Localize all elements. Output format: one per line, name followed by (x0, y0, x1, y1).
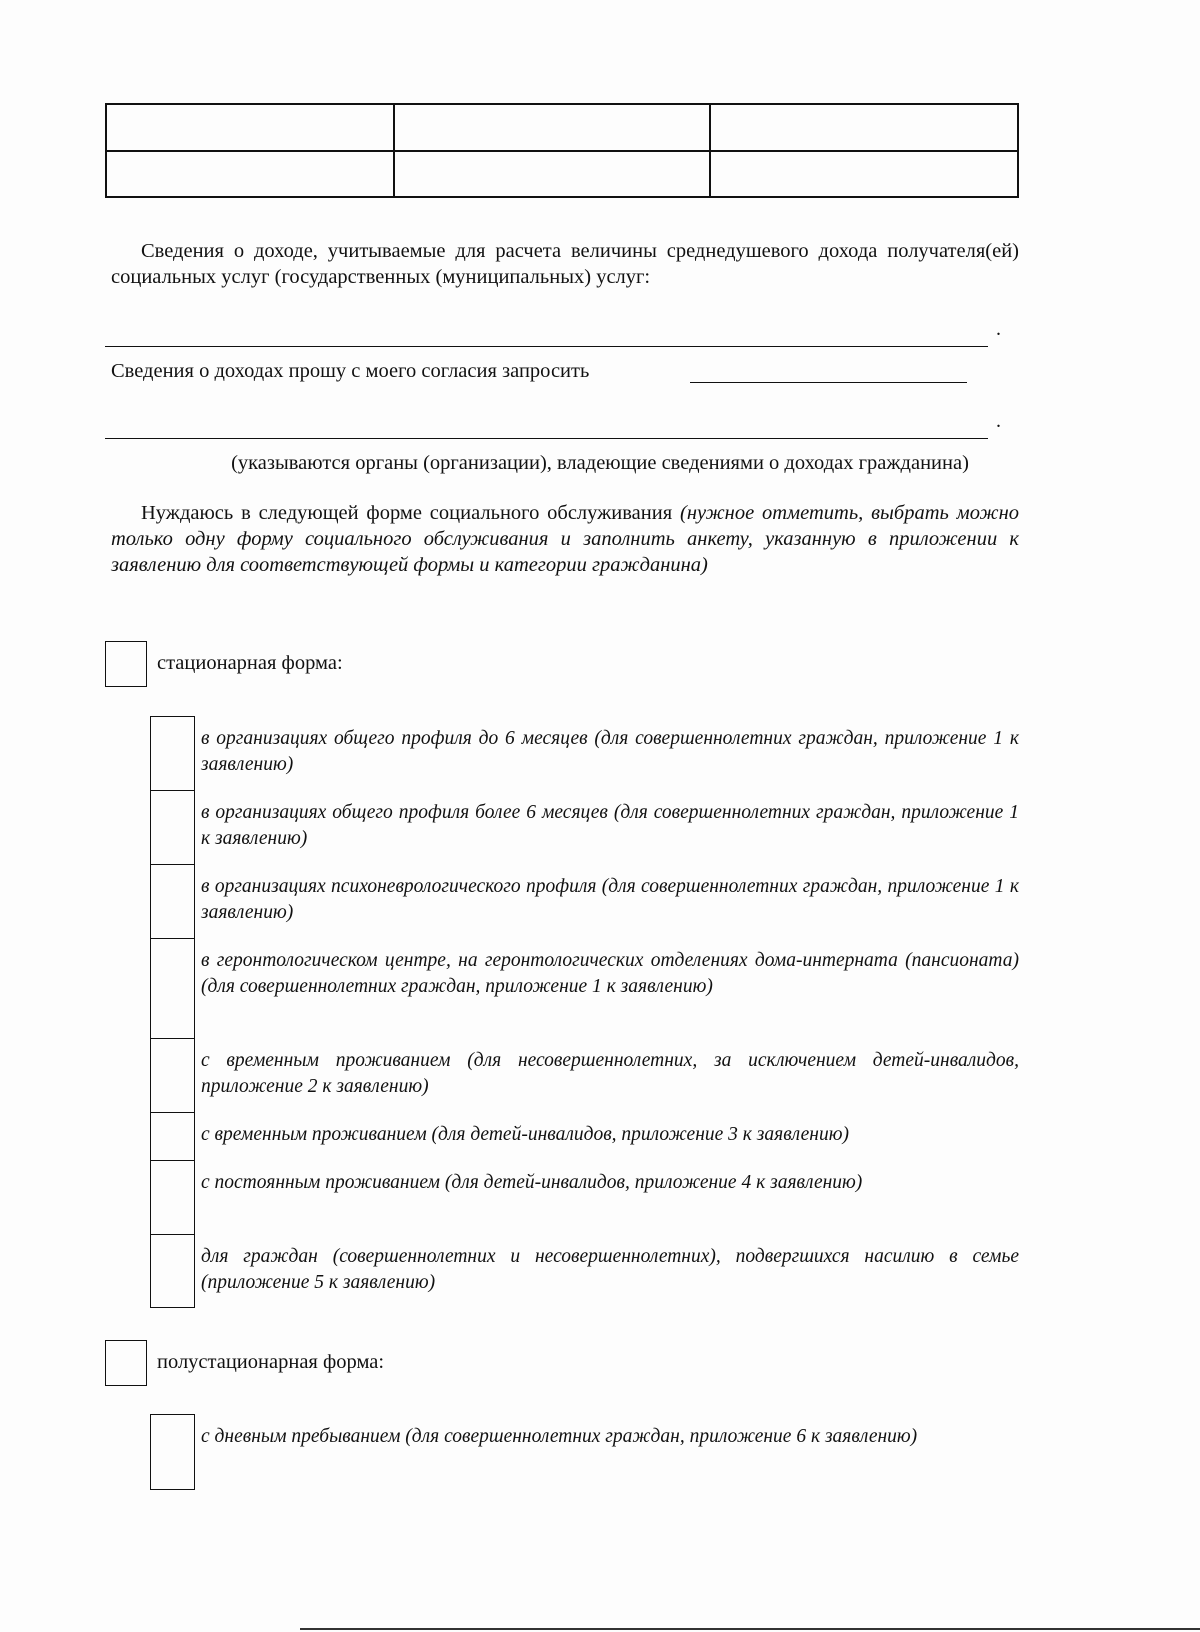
semistationary-options (150, 1414, 1019, 1490)
table-cell[interactable] (394, 104, 710, 151)
option-checkbox[interactable] (151, 1234, 195, 1308)
table-cell[interactable] (710, 151, 1018, 198)
table-cell[interactable] (710, 104, 1018, 151)
option-checkbox[interactable] (151, 1112, 195, 1160)
option-checkbox[interactable] (151, 864, 195, 938)
table-cell[interactable] (394, 151, 710, 198)
list-item (151, 1112, 1019, 1160)
option-checkbox[interactable] (151, 1038, 195, 1112)
request-label: Сведения о доходах прошу с моего согласия запросить (111, 360, 590, 382)
need-paragraph-note: (нужное отметить, выбрать можно только одну форму социального обслуживания и заполнить анкету, указанную в приложении к заявлению для соответствующей формы и категории гражданина) (111, 502, 1019, 576)
table-cell[interactable] (106, 151, 394, 198)
option-label: с временным проживанием (для несовершеннолетних, за исключением детей-инвалидов, приложение 2 к заявлению) (201, 1050, 1019, 1097)
table-cell[interactable] (106, 104, 394, 151)
table-row (106, 151, 1018, 198)
list-item (151, 1414, 1019, 1490)
list-item (151, 790, 1019, 864)
option-label: с временным проживанием (для детей-инвалидов, приложение 3 к заявлению) (201, 1124, 849, 1145)
need-paragraph (111, 500, 1019, 578)
stationary-label: стационарная форма: (157, 652, 343, 674)
semistationary-checkbox[interactable] (105, 1340, 147, 1386)
income-fill-line[interactable] (105, 346, 988, 347)
option-label: в геронтологическом центре, на геронтологических отделениях дома-интерната (пансионата) (для совершеннолетних граждан, приложение 1 к заявлению) (201, 950, 1019, 997)
list-item (151, 716, 1019, 790)
option-label: в организациях общего профиля более 6 месяцев (для совершеннолетних граждан, приложение 1 к заявлению) (201, 802, 1019, 849)
request-fill-line[interactable] (690, 382, 967, 383)
top-table (105, 103, 1019, 198)
stationary-options (150, 716, 1019, 1308)
period-mark: . (996, 410, 1001, 432)
option-checkbox[interactable] (151, 938, 195, 1038)
need-paragraph-normal: Нуждаюсь в следующей форме социального обслуживания (141, 502, 680, 524)
list-item (151, 1038, 1019, 1112)
organs-fill-line[interactable] (105, 438, 988, 439)
list-item (151, 1160, 1019, 1234)
option-label: с дневным пребыванием (для совершеннолетних граждан, приложение 6 к заявлению) (201, 1426, 918, 1447)
list-item (151, 864, 1019, 938)
table-row (106, 104, 1018, 151)
period-mark: . (996, 318, 1001, 340)
semistationary-label: полустационарная форма: (157, 1351, 385, 1373)
option-checkbox[interactable] (151, 1160, 195, 1234)
option-label: в организациях психоневрологического профиля (для совершеннолетних граждан, приложение 1 к заявлению) (201, 876, 1019, 923)
list-item (151, 938, 1019, 1038)
option-checkbox[interactable] (151, 790, 195, 864)
option-label: в организациях общего профиля до 6 месяцев (для совершеннолетних граждан, приложение 1 к заявлению) (201, 728, 1019, 775)
option-label: с постоянным проживанием (для детей-инвалидов, приложение 4 к заявлению) (201, 1172, 863, 1193)
option-label: для граждан (совершеннолетних и несовершеннолетних), подвергшихся насилию в семье (приложение 5 к заявлению) (201, 1246, 1019, 1293)
option-checkbox[interactable] (151, 716, 195, 790)
income-paragraph: Сведения о доходе, учитываемые для расчета величины среднедушевого дохода получателя(ей) социальных услуг (государственных (муниципальных) услуг: (111, 240, 1019, 288)
organs-caption: (указываются органы (организации), владеющие сведениями о доходах гражданина) (231, 452, 969, 474)
option-checkbox[interactable] (151, 1414, 195, 1490)
page-bottom-edge (300, 1628, 1200, 1630)
list-item (151, 1234, 1019, 1308)
stationary-checkbox[interactable] (105, 641, 147, 687)
